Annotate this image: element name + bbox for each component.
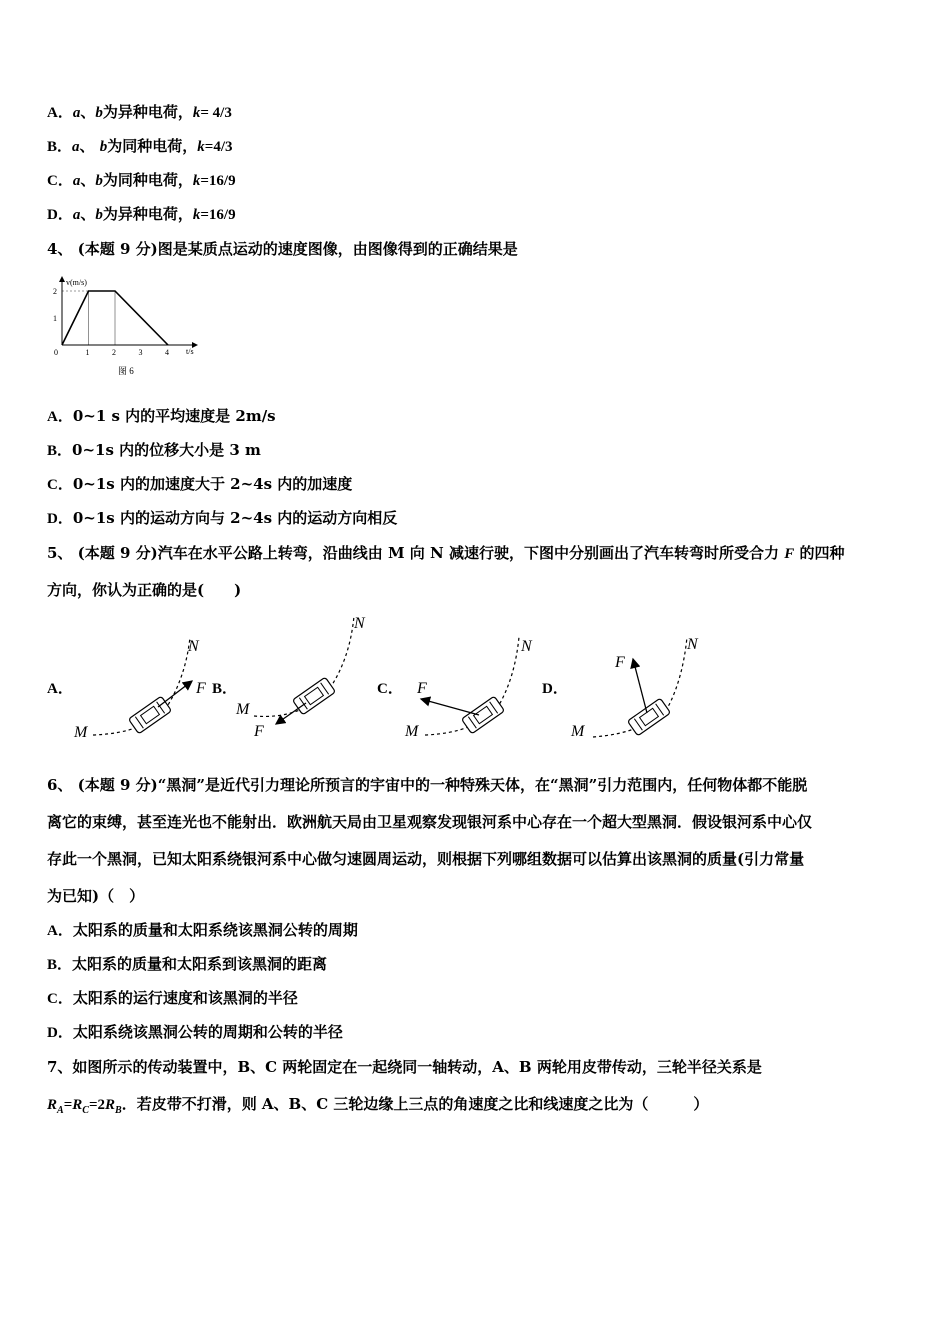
q3-option-d: D．a、b为异种电荷，k=16/9 (47, 205, 236, 223)
label-n: N (521, 638, 532, 655)
q6-option-a: A．太阳系的质量和太阳系绕该黑洞公转的周期 (47, 921, 358, 939)
q7-stem-line1: 7、如图所示的传动装置中，B、C 两轮固定在一起绕同一轴转动，A、B 两轮用皮带传动，三轮半径关系是 (47, 1058, 762, 1076)
x-axis-label: t/s (186, 347, 194, 356)
y-tick-label: 2 (53, 287, 57, 296)
q4-stem: 4、 (本题 9 分)图是某质点运动的速度图像，由图像得到的正确结果是 (47, 240, 518, 258)
label-f: F (196, 680, 206, 697)
q5-stem-line2: 方向，你认为正确的是( ) (47, 581, 242, 599)
y-tick-label: 1 (53, 314, 57, 323)
label-m: M (74, 724, 88, 741)
q5-option-b-diagram (232, 608, 382, 743)
x-tick-label: 1 (85, 348, 90, 357)
car-icon (461, 696, 504, 734)
q4-option-d: D．0~1s 内的运动方向与 2~4s 内的运动方向相反 (47, 509, 398, 527)
velocity-time-graph (40, 272, 210, 382)
force-arrow (421, 699, 479, 715)
q5-option-b-letter: B． (212, 681, 238, 697)
q6-stem-line2: 离它的束缚，甚至连光也不能射出．欧洲航天局由卫星观察发现银河系中心存在一个超大型黑洞．假设银河系中心仅 (47, 813, 813, 831)
q4-option-a: A．0~1 s 内的平均速度是 2m/s (47, 407, 276, 425)
q3-option-c: C．a、b为同种电荷，k=16/9 (47, 171, 236, 189)
y-axis-arrow (59, 276, 65, 282)
q6-option-b: B．太阳系的质量和太阳系到该黑洞的距离 (47, 955, 328, 973)
q5-option-c-diagram (397, 625, 547, 750)
q4-option-c: C．0~1s 内的加速度大于 2~4s 内的加速度 (47, 475, 353, 493)
label-n: N (188, 638, 199, 655)
car-icon (627, 698, 670, 736)
label-n: N (354, 615, 365, 632)
q6-option-d: D．太阳系绕该黑洞公转的周期和公转的半径 (47, 1023, 343, 1041)
q4-option-b: B．0~1s 内的位移大小是 3 m (47, 441, 261, 459)
q5-stem-line1: 5、 (本题 9 分)汽车在水平公路上转弯，沿曲线由 M 向 N 减速行驶，下图中分别画出了汽车转弯时所受合力 F 的四种 (47, 544, 845, 562)
force-arrow (633, 659, 647, 713)
label-f: F (417, 680, 427, 697)
label-f: F (254, 723, 264, 740)
y-axis-label: v(m/s) (66, 278, 87, 287)
q7-stem-line2: $R_A=R_C=2R_B$．若皮带不打滑，则 A、B、C 三轮边缘上三点的角速度之比和线速度之比为（ ） (47, 1095, 709, 1116)
x-tick-label: 2 (112, 348, 116, 357)
q5-option-a-letter: A． (47, 681, 73, 697)
q3-option-b: B．a、 b为同种电荷，k=4/3 (47, 137, 233, 155)
q5-option-a-diagram (68, 625, 218, 750)
label-m: M (405, 723, 419, 740)
q6-option-c: C．太阳系的运行速度和该黑洞的半径 (47, 989, 298, 1007)
x-tick-label: 4 (165, 348, 169, 357)
q5-option-d-diagram (565, 625, 715, 750)
x-tick-label: 0 (54, 348, 58, 357)
figure-caption: 图 6 (118, 366, 134, 376)
x-tick-label: 3 (138, 348, 143, 357)
q5-option-d-letter: D． (542, 681, 568, 697)
graph-guides (62, 291, 115, 345)
q3-option-a: A．a、b为异种电荷，k= 4/3 (47, 103, 232, 121)
q6-stem-line4: 为已知)（ ） (47, 887, 145, 905)
label-n: N (687, 636, 698, 653)
q6-stem-line1: 6、 (本题 9 分)“黑洞”是近代引力理论所预言的宇宙中的一种特殊天体，在“黑洞”引力范围内，任何物体都不能脱 (47, 776, 808, 794)
force-arrow (158, 681, 192, 707)
car-icon (292, 677, 335, 715)
q6-stem-line3: 存此一个黑洞，已知太阳系绕银河系中心做匀速圆周运动，则根据下列哪组数据可以估算出该黑洞的质量(引力常量 (47, 850, 805, 868)
label-f: F (615, 654, 625, 671)
q5-option-c-letter: C． (377, 681, 403, 697)
label-m: M (236, 701, 250, 718)
label-m: M (571, 723, 585, 740)
